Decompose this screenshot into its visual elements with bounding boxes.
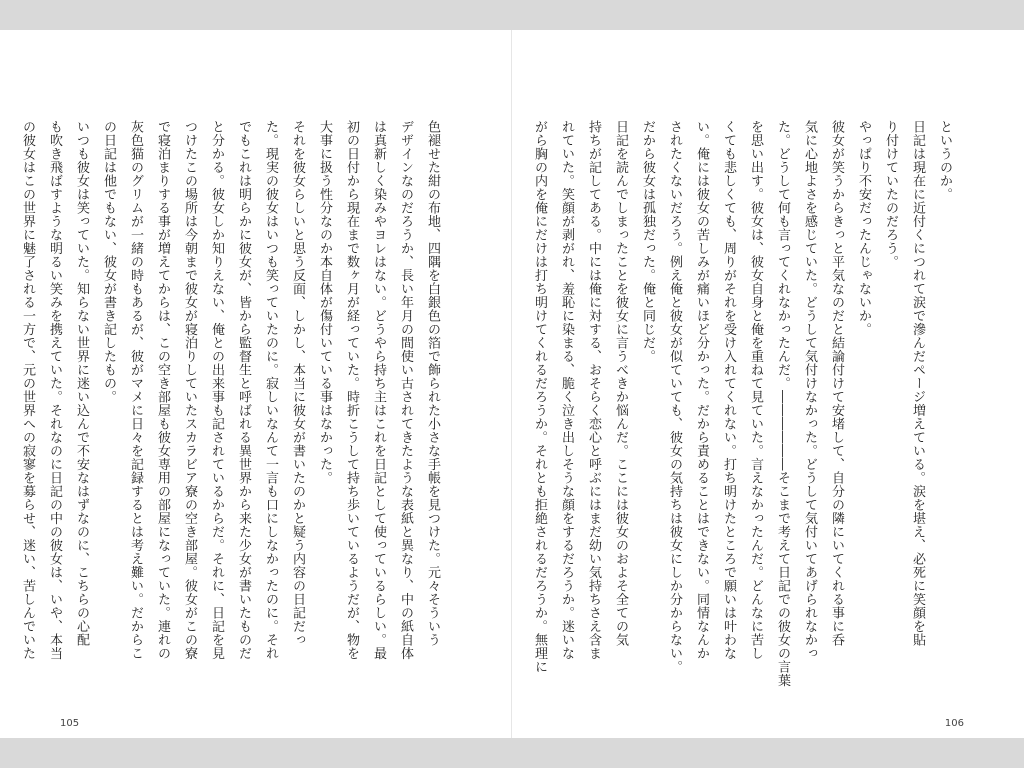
text-line: の彼女はこの世界に魅了される一方で、元の世界への寂寥を募らせ、迷い、苦しんでいた xyxy=(20,120,35,660)
text-line: デザインなのだろうか、長い年月の間使い古されてきたような表紙と異なり、中の紙自体 xyxy=(398,120,413,660)
text-line: 初の日付から現在まで数ヶ月が経っていた。時折こうして持ち歩いているようだが、物を xyxy=(344,120,359,660)
text-line: でもこれは明らかに彼女が、皆から監督生と呼ばれる異世界から来た少女が書いたものだ xyxy=(236,120,251,660)
viewer-bottom-bar xyxy=(0,738,1024,768)
left-page xyxy=(0,30,512,738)
text-line: というのか。 xyxy=(937,120,952,201)
text-line: た。どうして何も言ってくれなかったんだ。――――――そこまで考えて日記での彼女の言葉 xyxy=(775,120,790,687)
page-number-right: 106 xyxy=(944,718,964,729)
text-line: だから彼女は孤独だった。俺と同じだ。 xyxy=(640,120,655,363)
text-line: 日記を読んでしまったことを彼女に言うべきか悩んだ。ここには彼女のおよそ全ての気 xyxy=(613,120,628,647)
text-line: くても悲しくても、周りがそれを受け入れてくれない。打ち明けたところで願いは叶わな xyxy=(721,120,736,660)
text-line: れていた。笑顔が剥がれ、羞恥に染まる、脆く泣き出しそうな顔をするだろうか。迷いな xyxy=(559,120,574,660)
text-line: た。現実の彼女はいつも笑っていたのに。寂しいなんて一言も口にしなかったのに。それ xyxy=(263,120,278,660)
text-line: を思い出す。彼女は、彼女自身と俺を重ねて見ていた。言えなかったんだ。どんなに苦し xyxy=(748,120,763,660)
right-page xyxy=(512,30,1024,738)
text-line: 持ちが記してある。中には俺に対する、おそらく恋心と呼ぶにはまだ幼い気持ちさえ含ま xyxy=(586,120,601,660)
text-line: つけたこの場所は今朝まで彼女が寝泊りしていたスカラビア寮の空き部屋。彼女がこの寮 xyxy=(182,120,197,660)
text-line: 色褪せた紺の布地、四隅を白銀色の箔で飾られた小さな手帳を見つけた。元々そういう xyxy=(425,120,440,647)
text-line: 大事に扱う性分なのか本自体が傷付いている事はなかった。 xyxy=(317,120,332,485)
text-line: で寝泊まりする事が増えてからは、この空き部屋も彼女専用の部屋になっていた。連れの xyxy=(155,120,170,660)
text-line: やっぱり不安だったんじゃないか。 xyxy=(856,120,871,336)
text-line: 灰色猫のグリムが一緒の時もあるが、彼がマメに日々を記録するとは考え難い。だからこ xyxy=(128,120,143,660)
text-line: それを彼女らしいと思う反面、しかし、本当に彼女が書いたのかと疑う内容の日記だっ xyxy=(290,120,305,647)
text-line: り付けていたのだろう。 xyxy=(883,120,898,269)
left-page-text xyxy=(20,120,446,720)
text-line: は真新しく染みやヨレはない。どうやら持ち主はこれを日記として使っているらしい。最 xyxy=(371,120,386,660)
viewer-top-bar xyxy=(0,0,1024,30)
text-line: がら胸の内を俺にだけは打ち明けてくれるだろうか。それとも拒絶されるだろうか。無理に xyxy=(532,120,547,674)
text-line: も吹き飛ばすような明るい笑みを携えていた。それなのに日記の中の彼女は、いや、本当 xyxy=(47,120,62,660)
page-number-left: 105 xyxy=(60,718,80,729)
text-line: 気に心地よさを感じていた。どうして気付けなかった。どうして気付いてあげられなかっ xyxy=(802,120,817,660)
text-line: 彼女が笑うからきっと平気なのだと結論付けて安堵して、自分の隣にいてくれる事に呑 xyxy=(829,120,844,647)
right-page-text xyxy=(532,120,958,720)
text-line: の日記は他でもない、彼女が書き記したもの。 xyxy=(101,120,116,404)
text-line: 日記は現在に近付くにつれて涙で滲んだページ増えている。涙を堪え、必死に笑顔を貼 xyxy=(910,120,925,647)
text-line: と分かる。彼女しか知りえない、俺との出来事も記されているからだ。それに、日記を見 xyxy=(209,120,224,660)
text-line: い。俺には彼女の苦しみが痛いほど分かった。だから責めることはできない。同情なんか xyxy=(694,120,709,660)
text-line: いつも彼女は笑っていた。知らない世界に迷い込んで不安なはずなのに、こちらの心配 xyxy=(74,120,89,647)
text-line: されたくないだろう。例え俺と彼女が似ていても、彼女の気持ちは彼女にしか分からない。 xyxy=(667,120,682,674)
